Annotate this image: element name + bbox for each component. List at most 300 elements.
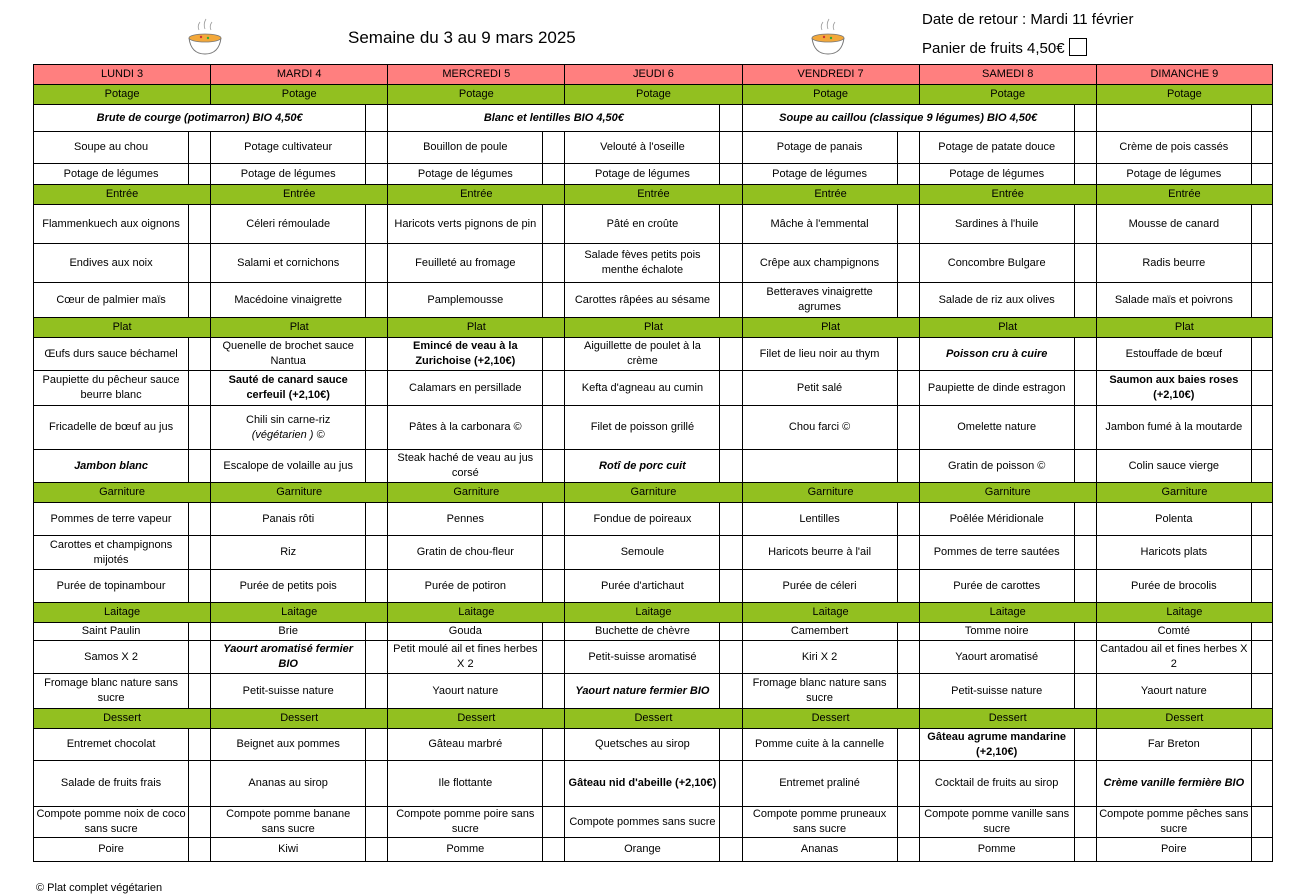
order-checkbox-cell[interactable] [1074,761,1096,807]
order-checkbox-cell[interactable] [366,623,388,641]
order-checkbox-cell[interactable] [1074,205,1096,244]
section-header: Potage [1096,85,1272,105]
section-header: Laitage [919,603,1096,623]
order-checkbox-cell[interactable] [1074,570,1096,603]
order-checkbox-cell[interactable] [1251,623,1272,641]
order-checkbox-cell[interactable] [543,674,565,709]
menu-item: Yaourt nature [388,674,543,709]
menu-item: Steak haché de veau au jus corsé [388,450,543,483]
menu-item: Salade maïs et poivrons [1096,283,1251,318]
order-checkbox-cell[interactable] [1251,164,1272,185]
order-checkbox-cell[interactable] [1251,132,1272,164]
order-checkbox-cell[interactable] [1074,450,1096,483]
order-checkbox-cell[interactable] [720,729,742,761]
order-checkbox-cell[interactable] [366,205,388,244]
order-checkbox-cell[interactable] [1074,623,1096,641]
order-checkbox-cell[interactable] [897,674,919,709]
order-checkbox-cell[interactable] [720,503,742,536]
order-checkbox-cell[interactable] [720,570,742,603]
order-checkbox-cell[interactable] [189,450,211,483]
section-header: Garniture [742,483,919,503]
menu-item: Omelette nature [919,406,1074,450]
order-checkbox-cell[interactable] [366,283,388,318]
menu-item: Betteraves vinaigrette agrumes [742,283,897,318]
order-checkbox-cell[interactable] [543,132,565,164]
menu-row [34,244,1273,283]
menu-item: Rotî de porc cuit [565,450,720,483]
order-checkbox-cell[interactable] [1251,761,1272,807]
order-checkbox-cell[interactable] [897,807,919,838]
section-header: Laitage [34,603,211,623]
order-checkbox-cell[interactable] [1251,729,1272,761]
menu-item: Compote pomme banane sans sucre [211,807,366,838]
order-checkbox-cell[interactable] [1074,674,1096,709]
section-header: Plat [919,318,1096,338]
menu-item: Samos X 2 [34,641,189,674]
order-checkbox-cell[interactable] [543,450,565,483]
section-header: Laitage [565,603,742,623]
menu-item: Paupiette du pêcheur sauce beurre blanc [34,371,189,406]
section-header: Potage [34,85,211,105]
section-header: Potage [742,85,919,105]
menu-item: Purée de petits pois [211,570,366,603]
order-checkbox-cell[interactable] [366,338,388,371]
order-checkbox-cell[interactable] [720,674,742,709]
section-header: Entrée [742,185,919,205]
section-header: Laitage [1096,603,1272,623]
empty-cell [1096,105,1251,132]
order-checkbox-cell[interactable] [897,406,919,450]
section-header: Dessert [1096,709,1272,729]
order-checkbox-cell[interactable] [189,570,211,603]
menu-header [0,0,1308,64]
menu-item: Fondue de poireaux [565,503,720,536]
bio-soup-item: Blanc et lentilles BIO 4,50€ [388,105,720,132]
order-checkbox-cell[interactable] [189,205,211,244]
section-row-garniture [34,483,1273,503]
order-checkbox-cell[interactable] [189,641,211,674]
order-checkbox-cell[interactable] [720,132,742,164]
section-row-potage [34,85,1273,105]
order-checkbox-cell[interactable] [1074,132,1096,164]
order-checkbox-cell[interactable] [543,641,565,674]
bio-soup-row [34,105,1273,132]
menu-row [34,406,1273,450]
menu-item: Ananas au sirop [211,761,366,807]
menu-item: Filet de poisson grillé [565,406,720,450]
menu-item: Gâteau nid d'abeille (+2,10€) [565,761,720,807]
section-header: Dessert [211,709,388,729]
order-checkbox-cell[interactable] [366,503,388,536]
order-checkbox-cell[interactable] [897,536,919,570]
menu-item: Polenta [1096,503,1251,536]
menu-row [34,761,1273,807]
order-checkbox-cell[interactable] [1251,807,1272,838]
order-checkbox-cell[interactable] [543,406,565,450]
menu-item: Petit-suisse nature [211,674,366,709]
menu-row [34,450,1273,483]
order-checkbox-cell[interactable] [1251,105,1272,132]
order-checkbox-cell[interactable] [543,244,565,283]
order-checkbox-cell[interactable] [1251,838,1272,862]
section-header: Plat [34,318,211,338]
order-checkbox-cell[interactable] [543,371,565,406]
order-checkbox-cell[interactable] [720,406,742,450]
order-checkbox-cell[interactable] [1074,807,1096,838]
order-checkbox-cell[interactable] [366,244,388,283]
menu-item: Pennes [388,503,543,536]
menu-item: Chou farci © [742,406,897,450]
menu-item: Ananas [742,838,897,862]
order-checkbox-cell[interactable] [1251,674,1272,709]
menu-item: Buchette de chèvre [565,623,720,641]
order-checkbox-cell[interactable] [366,641,388,674]
order-checkbox-cell[interactable] [1074,164,1096,185]
order-checkbox-cell[interactable] [720,244,742,283]
day-header-row [34,65,1273,85]
menu-item: Poisson cru à cuire [919,338,1074,371]
menu-item: Gratin de poisson © [919,450,1074,483]
menu-item: Yaourt nature [1096,674,1251,709]
order-checkbox-cell[interactable] [543,838,565,862]
menu-item: Purée de brocolis [1096,570,1251,603]
section-header: Dessert [919,709,1096,729]
menu-item: Fromage blanc nature sans sucre [34,674,189,709]
section-header: Garniture [388,483,565,503]
menu-item: Compote pommes sans sucre [565,807,720,838]
order-checkbox-cell[interactable] [1251,641,1272,674]
menu-item: Potage de légumes [388,164,543,185]
menu-item: Concombre Bulgare [919,244,1074,283]
menu-item: Petit salé [742,371,897,406]
menu-item: Potage de patate douce [919,132,1074,164]
order-checkbox-cell[interactable] [366,371,388,406]
fruit-basket-label: Panier de fruits 4,50€ [922,40,1065,57]
order-checkbox-cell[interactable] [720,807,742,838]
menu-row [34,623,1273,641]
menu-item: Cantadou ail et fines herbes X 2 [1096,641,1251,674]
menu-item: Yaourt aromatisé [919,641,1074,674]
soup-bowl-icon [806,14,850,58]
section-header: Plat [1096,318,1272,338]
weekly-menu-table [33,64,1273,862]
menu-item: Potage de légumes [919,164,1074,185]
menu-item: Endives aux noix [34,244,189,283]
order-checkbox-cell[interactable] [720,205,742,244]
order-checkbox-cell[interactable] [543,536,565,570]
menu-item: Entremet chocolat [34,729,189,761]
menu-item: Saumon aux baies roses (+2,10€) [1096,371,1251,406]
section-header: Garniture [565,483,742,503]
menu-item: Poire [34,838,189,862]
menu-row [34,338,1273,371]
menu-item: Compote pomme pruneaux sans sucre [742,807,897,838]
menu-item: Escalope de volaille au jus [211,450,366,483]
order-checkbox-cell[interactable] [897,371,919,406]
order-checkbox-cell[interactable] [897,570,919,603]
order-checkbox-cell[interactable] [366,761,388,807]
order-checkbox-cell[interactable] [189,503,211,536]
order-checkbox-cell[interactable] [1074,371,1096,406]
order-checkbox-cell[interactable] [897,450,919,483]
order-checkbox-cell[interactable] [189,838,211,862]
menu-item: Cœur de palmier maïs [34,283,189,318]
order-checkbox-cell[interactable] [897,503,919,536]
order-checkbox-cell[interactable] [366,729,388,761]
menu-item: Salami et cornichons [211,244,366,283]
order-checkbox-cell[interactable] [1074,244,1096,283]
order-checkbox-cell[interactable] [543,164,565,185]
menu-item: Beignet aux pommes [211,729,366,761]
order-checkbox-cell[interactable] [189,807,211,838]
order-checkbox-cell[interactable] [720,338,742,371]
order-checkbox-cell[interactable] [189,283,211,318]
menu-item: Potage cultivateur [211,132,366,164]
menu-item: Potage de légumes [742,164,897,185]
menu-row [34,132,1273,164]
menu-item: Gratin de chou-fleur [388,536,543,570]
menu-item: Poire [1096,838,1251,862]
order-checkbox-cell[interactable] [1074,503,1096,536]
order-checkbox-cell[interactable] [543,570,565,603]
section-header: Dessert [565,709,742,729]
section-header: Entrée [211,185,388,205]
menu-item: Purée de céleri [742,570,897,603]
menu-item: Soupe au chou [34,132,189,164]
menu-item: Feuilleté au fromage [388,244,543,283]
menu-item: Haricots beurre à l'ail [742,536,897,570]
section-header: Garniture [34,483,211,503]
day-header: MERCREDI 5 [388,65,565,85]
menu-item: Kefta d'agneau au cumin [565,371,720,406]
menu-item: Emincé de veau à la Zurichoise (+2,10€) [388,338,543,371]
order-checkbox-cell[interactable] [897,132,919,164]
menu-item: Potage de panais [742,132,897,164]
menu-item: Compote pomme vanille sans sucre [919,807,1074,838]
section-header: Plat [211,318,388,338]
order-checkbox-cell[interactable] [1074,338,1096,371]
order-checkbox-cell[interactable] [189,674,211,709]
menu-item: Purée de potiron [388,570,543,603]
menu-item: Gâteau marbré [388,729,543,761]
section-header: Entrée [1096,185,1272,205]
order-checkbox-cell[interactable] [1251,450,1272,483]
menu-item: Purée de topinambour [34,570,189,603]
order-checkbox-cell[interactable] [1251,536,1272,570]
menu-item: Crème vanille fermière BIO [1096,761,1251,807]
order-checkbox-cell[interactable] [1074,105,1096,132]
vegetarian-note: (végétarien ) © [251,428,325,441]
menu-item: Yaourt nature fermier BIO [565,674,720,709]
day-header: SAMEDI 8 [919,65,1096,85]
order-checkbox-cell[interactable] [897,761,919,807]
day-header: LUNDI 3 [34,65,211,85]
menu-item: Chili sin carne-riz (végétarien ) © [211,406,366,450]
menu-row [34,807,1273,838]
menu-item: Poêlée Méridionale [919,503,1074,536]
order-checkbox-cell[interactable] [543,623,565,641]
order-checkbox-cell[interactable] [1251,406,1272,450]
section-header: Garniture [1096,483,1272,503]
order-checkbox-cell[interactable] [897,205,919,244]
menu-item: Fromage blanc nature sans sucre [742,674,897,709]
menu-row [34,641,1273,674]
menu-item: Potage de légumes [211,164,366,185]
menu-row [34,164,1273,185]
order-checkbox-cell[interactable] [543,729,565,761]
order-checkbox-cell[interactable] [366,406,388,450]
order-checkbox-cell[interactable] [720,623,742,641]
fruit-basket-option [922,38,1087,57]
order-checkbox-cell[interactable] [897,623,919,641]
order-checkbox-cell[interactable] [366,838,388,862]
order-checkbox-cell[interactable] [897,729,919,761]
section-header: Entrée [388,185,565,205]
order-checkbox-cell[interactable] [1251,283,1272,318]
menu-item: Salade de fruits frais [34,761,189,807]
section-row-plat [34,318,1273,338]
menu-item: Sardines à l'huile [919,205,1074,244]
menu-item: Lentilles [742,503,897,536]
order-checkbox-cell[interactable] [189,338,211,371]
order-checkbox-cell[interactable] [366,164,388,185]
menu-item: Macédoine vinaigrette [211,283,366,318]
section-header: Dessert [388,709,565,729]
order-checkbox-cell[interactable] [189,244,211,283]
menu-item: Gouda [388,623,543,641]
order-checkbox-cell[interactable] [366,570,388,603]
menu-item: Jambon blanc [34,450,189,483]
order-checkbox-cell[interactable] [720,838,742,862]
menu-row [34,729,1273,761]
order-checkbox-cell[interactable] [1074,729,1096,761]
section-row-laitage [34,603,1273,623]
order-checkbox-cell[interactable] [720,371,742,406]
order-checkbox-cell[interactable] [1251,205,1272,244]
order-checkbox-cell[interactable] [366,807,388,838]
day-header: MARDI 4 [211,65,388,85]
order-checkbox-cell[interactable] [1074,838,1096,862]
section-header: Entrée [919,185,1096,205]
order-checkbox-cell[interactable] [1251,338,1272,371]
order-checkbox-cell[interactable] [1251,570,1272,603]
order-checkbox-cell[interactable] [366,132,388,164]
section-header: Laitage [742,603,919,623]
order-checkbox-cell[interactable] [543,761,565,807]
order-checkbox-cell[interactable] [1251,244,1272,283]
menu-item [742,450,897,483]
section-header: Garniture [919,483,1096,503]
section-row-entree [34,185,1273,205]
order-checkbox-cell[interactable] [897,164,919,185]
order-checkbox-cell[interactable] [366,674,388,709]
bio-soup-item: Brute de courge (potimarron) BIO 4,50€ [34,105,366,132]
order-checkbox-cell[interactable] [1251,503,1272,536]
menu-item: Kiwi [211,838,366,862]
order-checkbox-cell[interactable] [189,406,211,450]
order-checkbox-cell[interactable] [189,371,211,406]
menu-item: Pamplemousse [388,283,543,318]
order-checkbox-cell[interactable] [897,338,919,371]
menu-item: Panais rôti [211,503,366,536]
menu-item: Haricots plats [1096,536,1251,570]
order-checkbox-cell[interactable] [189,132,211,164]
menu-item: Cocktail de fruits au sirop [919,761,1074,807]
menu-item: Pâté en croûte [565,205,720,244]
menu-item: Carottes râpées au sésame [565,283,720,318]
order-checkbox-cell[interactable] [720,536,742,570]
order-checkbox-cell[interactable] [897,641,919,674]
menu-item: Yaourt aromatisé fermier BIO [211,641,366,674]
fruit-basket-checkbox[interactable] [1069,38,1087,56]
order-checkbox-cell[interactable] [1251,371,1272,406]
order-checkbox-cell[interactable] [189,729,211,761]
order-checkbox-cell[interactable] [1074,406,1096,450]
order-checkbox-cell[interactable] [366,450,388,483]
order-checkbox-cell[interactable] [366,105,388,132]
footer-note: © Plat complet végétarien [36,882,163,894]
order-checkbox-cell[interactable] [543,338,565,371]
order-checkbox-cell[interactable] [720,450,742,483]
order-checkbox-cell[interactable] [366,536,388,570]
order-checkbox-cell[interactable] [1074,283,1096,318]
menu-item: Salade de riz aux olives [919,283,1074,318]
order-checkbox-cell[interactable] [543,807,565,838]
order-checkbox-cell[interactable] [1074,536,1096,570]
menu-item: Pâtes à la carbonara © [388,406,543,450]
menu-item: Petit-suisse nature [919,674,1074,709]
menu-row [34,570,1273,603]
order-checkbox-cell[interactable] [897,838,919,862]
menu-item: Saint Paulin [34,623,189,641]
section-header: Plat [742,318,919,338]
menu-item: Orange [565,838,720,862]
order-checkbox-cell[interactable] [1074,641,1096,674]
order-checkbox-cell[interactable] [543,205,565,244]
order-checkbox-cell[interactable] [189,623,211,641]
menu-item: Ile flottante [388,761,543,807]
menu-item: Potage de légumes [565,164,720,185]
menu-item: Pommes de terre vapeur [34,503,189,536]
order-checkbox-cell[interactable] [720,761,742,807]
menu-item: Purée d'artichaut [565,570,720,603]
menu-item: Compote pomme pêches sans sucre [1096,807,1251,838]
soup-bowl-icon [183,14,227,58]
order-checkbox-cell[interactable] [897,283,919,318]
menu-item: Purée de carottes [919,570,1074,603]
menu-item: Bouillon de poule [388,132,543,164]
menu-item: Crêpe aux champignons [742,244,897,283]
order-checkbox-cell[interactable] [720,283,742,318]
order-checkbox-cell[interactable] [720,164,742,185]
menu-item: Gâteau agrume mandarine (+2,10€) [919,729,1074,761]
menu-row [34,283,1273,318]
order-checkbox-cell[interactable] [543,283,565,318]
order-checkbox-cell[interactable] [189,761,211,807]
menu-item: Céleri rémoulade [211,205,366,244]
order-checkbox-cell[interactable] [189,164,211,185]
menu-item: Pommes de terre sautées [919,536,1074,570]
order-checkbox-cell[interactable] [189,536,211,570]
order-checkbox-cell[interactable] [720,105,742,132]
section-header: Garniture [211,483,388,503]
order-checkbox-cell[interactable] [543,503,565,536]
menu-item: Filet de lieu noir au thym [742,338,897,371]
order-checkbox-cell[interactable] [720,641,742,674]
order-checkbox-cell[interactable] [897,244,919,283]
return-date: Date de retour : Mardi 11 février [922,11,1134,28]
section-header: Potage [388,85,565,105]
